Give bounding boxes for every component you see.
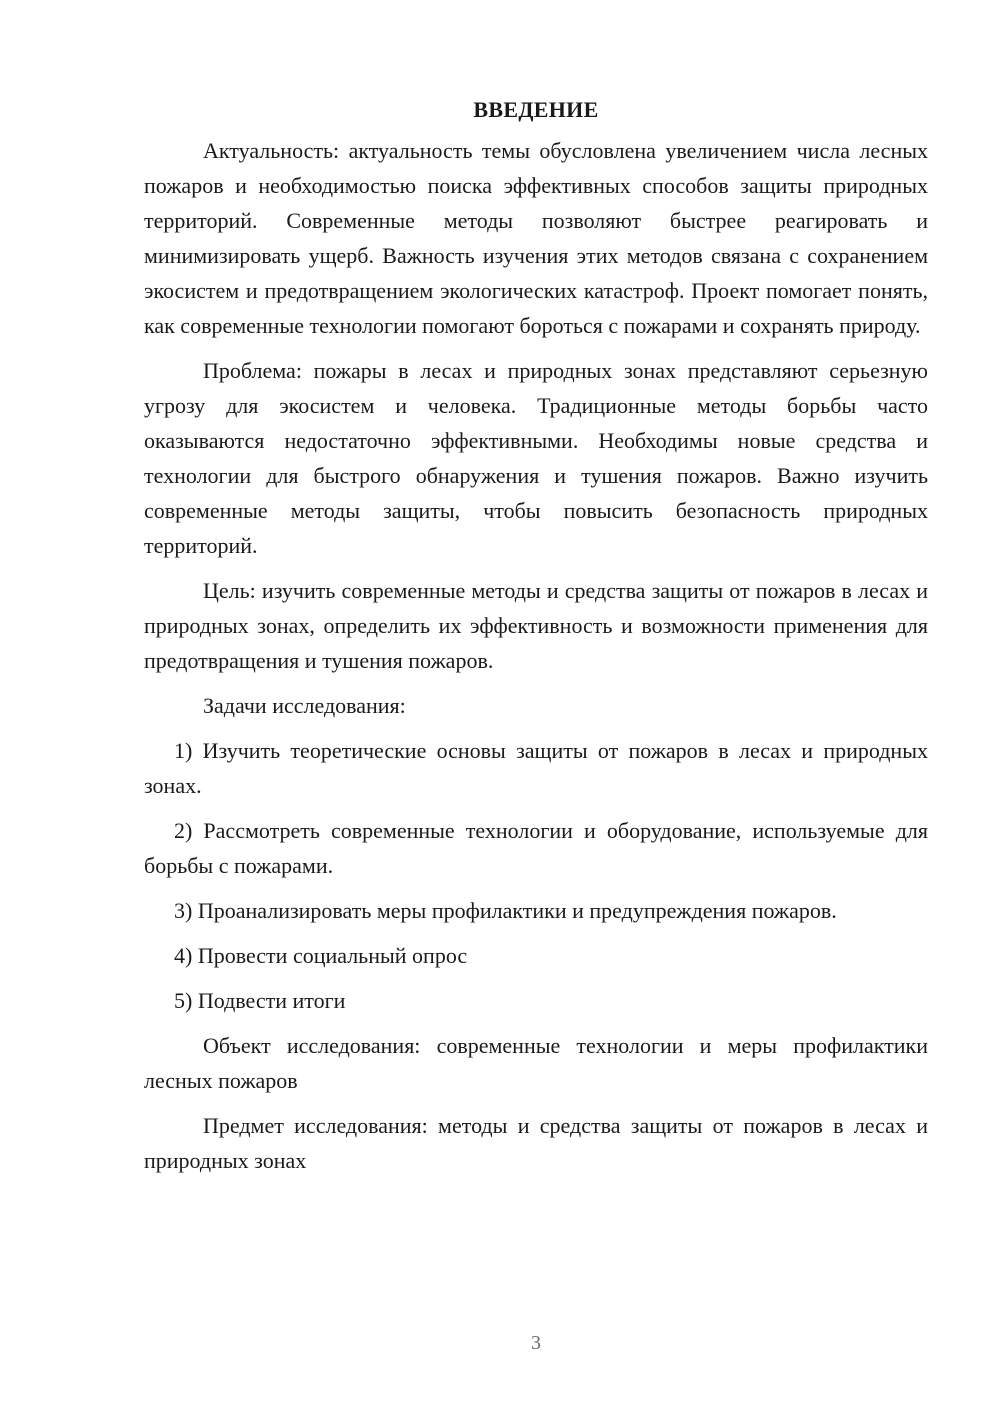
task-item: 4) Провести социальный опрос: [174, 943, 468, 968]
task-item: 5) Подвести итоги: [174, 988, 346, 1013]
tasks-heading: Задачи исследования:: [203, 693, 406, 718]
document-page: [144, 92, 928, 1188]
task-item: 2) Рассмотреть современные технологии и оборудование, используемые для борьбы с пожарами.: [144, 818, 928, 878]
task-item: 3) Проанализировать меры профилактики и предупреждения пожаров.: [174, 898, 837, 923]
goal-paragraph: Цель: изучить современные методы и средства защиты от пожаров в лесах и природных зонах, определить их эффективность и возможности применения для предотвращения и тушения пожаров.: [144, 578, 928, 673]
task-item: 1) Изучить теоретические основы защиты от пожаров в лесах и природных зонах.: [144, 738, 928, 798]
page-title: ВВЕДЕНИЕ: [473, 97, 599, 122]
problem-paragraph: Проблема: пожары в лесах и природных зонах представляют серьезную угрозу для экосистем и человека. Традиционные методы борьбы часто оказываются недостаточно эффективными. Необходимы новые средства и технологии для быстрого обнаружения и тушения пожаров. Важно изучить современные методы защиты, чтобы повысить безопасность природных территорий.: [144, 358, 928, 558]
object-paragraph: Объект исследования: современные технологии и меры профилактики лесных пожаров: [144, 1033, 928, 1093]
page-number: 3: [531, 1332, 541, 1354]
relevance-paragraph: Актуальность: актуальность темы обусловлена увеличением числа лесных пожаров и необходимостью поиска эффективных способов защиты природных территорий. Современные методы позволяют быстрее реагировать и минимизировать ущерб. Важность изучения этих методов связана с сохранением экосистем и предотвращением экологических катастроф. Проект помогает понять, как современные технологии помогают бороться с пожарами и сохранять природу.: [144, 138, 928, 338]
subject-paragraph: Предмет исследования: методы и средства защиты от пожаров в лесах и природных зонах: [144, 1113, 928, 1173]
